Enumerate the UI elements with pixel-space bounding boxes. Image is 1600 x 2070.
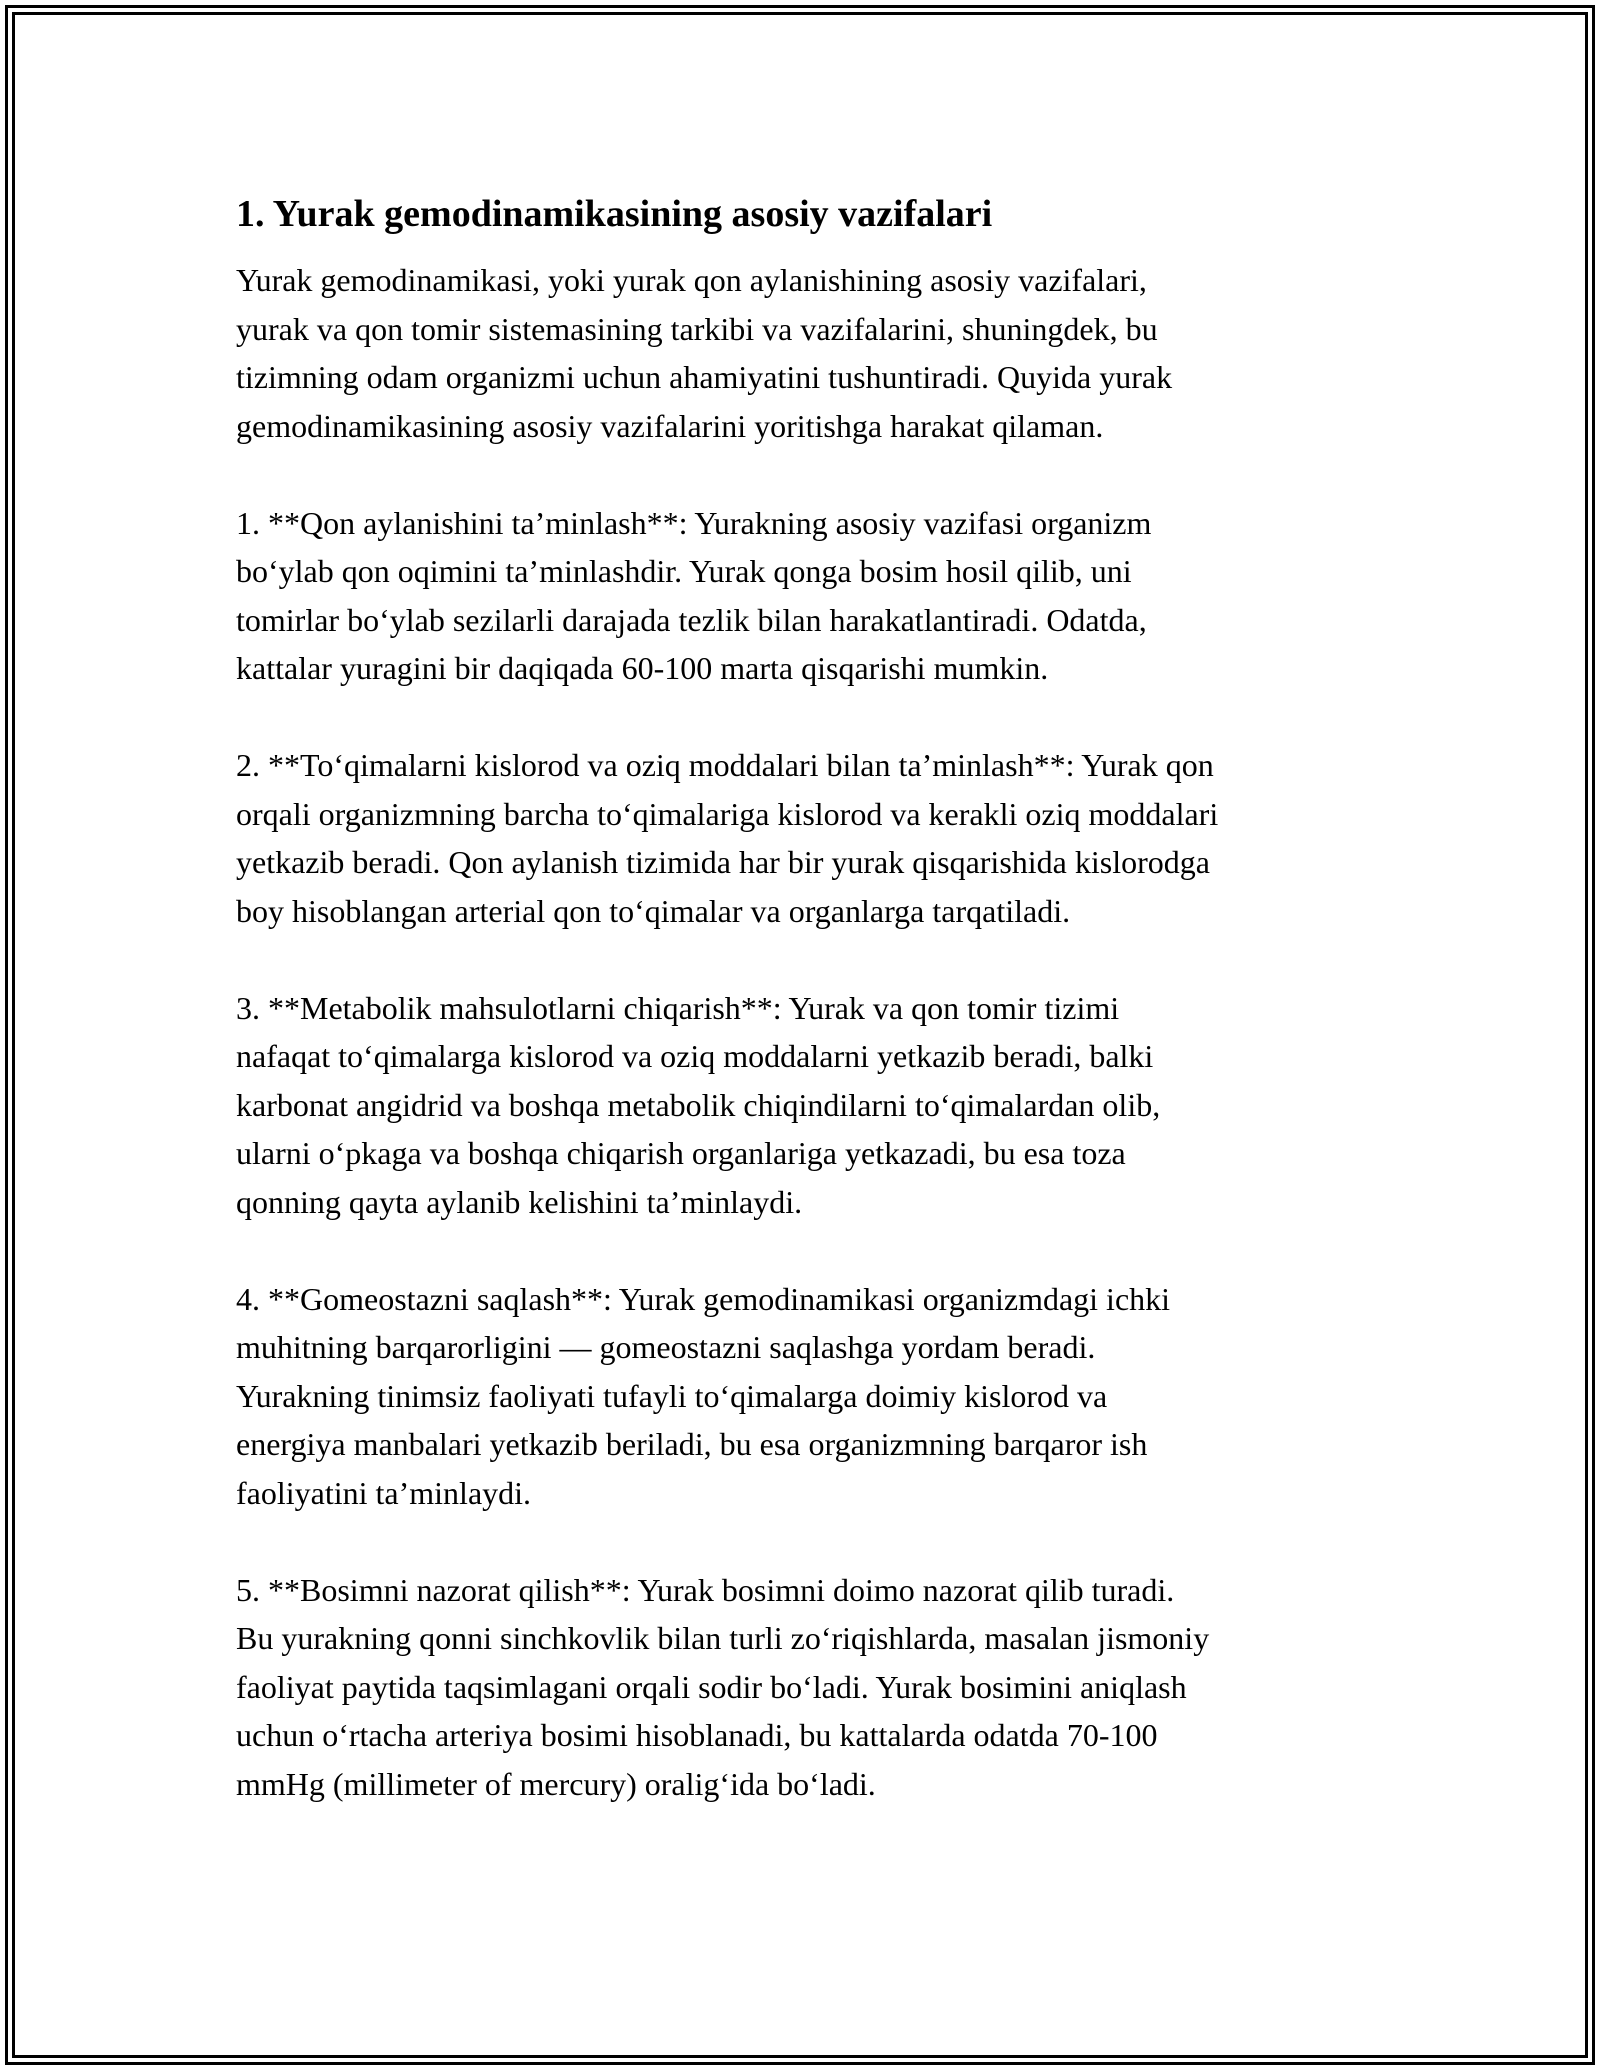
text-line: Bu yurakning qonni sinchkovlik bilan turli zo‘riqishlarda, masalan jismoniy [236,1620,1210,1656]
text-line: bo‘ylab qon oqimini ta’minlashdir. Yurak qonga bosim hosil qilib, uni [236,553,1132,589]
text-line: qonning qayta aylanib kelishini ta’minlaydi. [236,1183,803,1220]
text-line: orqali organizmning barcha to‘qimalariga kislorod va kerakli oziq moddalari [236,795,1219,832]
text-line: 1. **Qon aylanishini ta’minlash**: Yurakning asosiy vazifasi organizm [236,504,1152,541]
paragraph-item-5 [236,1566,1386,1809]
text-line: gemodinamikasining asosiy vazifalarini yoritishga harakat qilaman. [236,407,1104,444]
text-line: energiya manbalari yetkazib beriladi, bu esa organizmning barqaror ish [236,1426,1148,1462]
text-line: yurak va qon tomir sistemasining tarkibi va vazifalarini, shuningdek, bu [236,310,1158,347]
text-line: boy hisoblangan arterial qon to‘qimalar va organlarga tarqatiladi. [236,892,1071,929]
text-line: karbonat angidrid va boshqa metabolik chiqindilarni to‘qimalardan olib, [236,1086,1161,1123]
text-line: 3. **Metabolik mahsulotlarni chiqarish**: Yurak va qon tomir tizimi [236,989,1120,1026]
text-line: faoliyat paytida taqsimlagani orqali sodir bo‘ladi. Yurak bosimini aniqlash [236,1668,1187,1705]
paragraph-item-2 [236,741,1386,935]
text-line: Yurak gemodinamikasi, yoki yurak qon aylanishining asosiy vazifalari, [236,262,1147,298]
text-line: yetkazib beradi. Qon aylanish tizimida har bir yurak qisqarishida kislorodga [236,844,1210,880]
paragraph-intro [236,256,1386,450]
text-line: muhitning barqarorligini — gomeostazni saqlashga yordam beradi. [236,1329,1096,1365]
text-line: uchun o‘rtacha arteriya bosimi hisoblanadi, bu kattalarda odatda 70-100 [236,1717,1158,1753]
text-line: ularni o‘pkaga va boshqa chiqarish organlariga yetkazadi, bu esa toza [236,1135,1126,1171]
paragraph-item-1 [236,499,1386,693]
text-line: nafaqat to‘qimalarga kislorod va oziq moddalarni yetkazib beradi, balki [236,1038,1154,1074]
text-line: 2. **To‘qimalarni kislorod va oziq moddalari bilan ta’minlash**: Yurak qon [236,747,1214,783]
text-line: tizimning odam organizmi uchun ahamiyatini tushuntiradi. Quyida yurak [236,359,1173,395]
text-line: 4. **Gomeostazni saqlash**: Yurak gemodinamikasi organizmdagi ichki [236,1280,1171,1317]
document-body [236,188,1386,1808]
paragraph-item-3 [236,984,1386,1227]
document-title: 1. Yurak gemodinamikasining asosiy vazifalari [236,193,993,235]
text-line: kattalar yuragini bir daqiqada 60-100 marta qisqarishi mumkin. [236,650,1049,686]
text-line: mmHg (millimeter of mercury) oralig‘ida bo‘ladi. [236,1765,876,1802]
paragraph-item-4 [236,1275,1386,1518]
text-line: 5. **Bosimni nazorat qilish**: Yurak bosimni doimo nazorat qilib turadi. [236,1571,1175,1608]
text-line: faoliyatini ta’minlaydi. [236,1474,532,1511]
text-line: Yurakning tinimsiz faoliyati tufayli to‘qimalarga doimiy kislorod va [236,1377,1108,1414]
text-line: tomirlar bo‘ylab sezilarli darajada tezlik bilan harakatlantiradi. Odatda, [236,601,1147,638]
